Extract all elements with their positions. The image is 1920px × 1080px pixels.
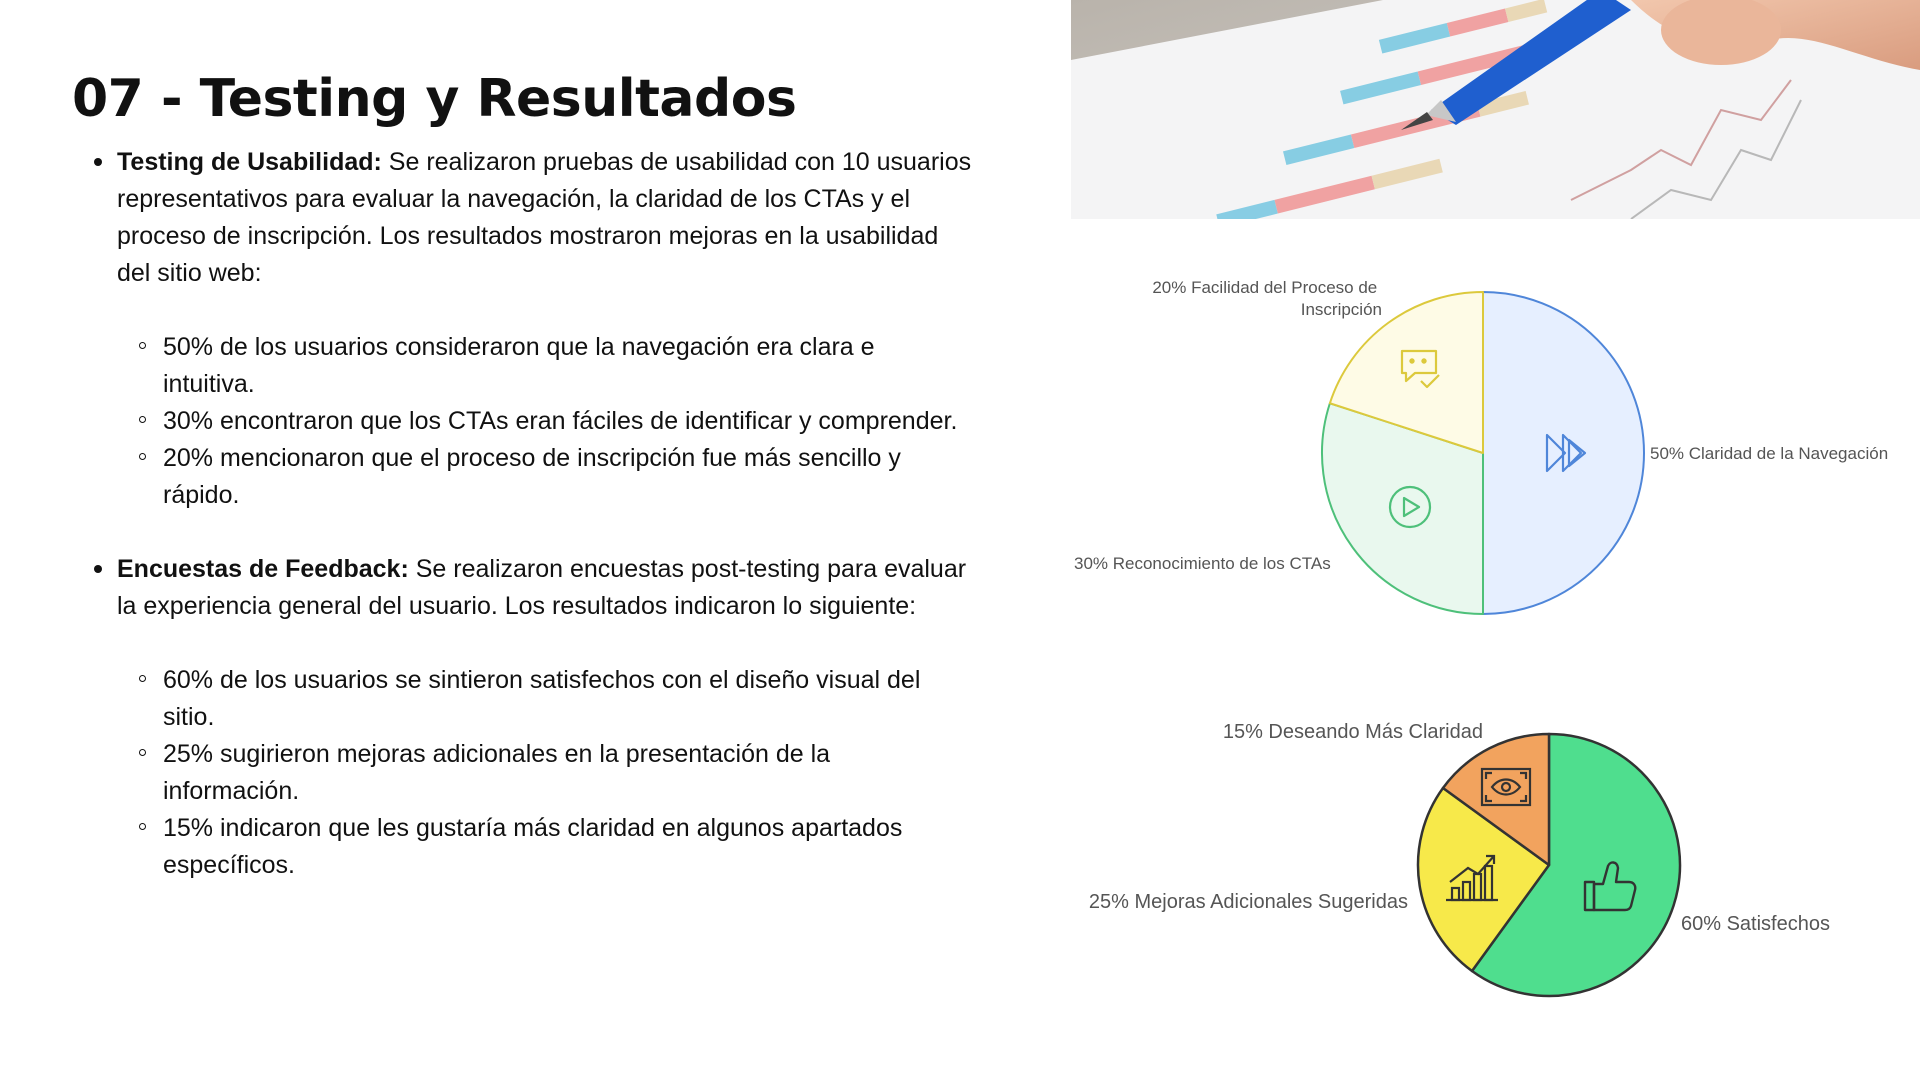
pie-chart-1-svg <box>1060 260 1920 660</box>
section-text: Se realizaron pruebas de usabilidad con 10 usuarios representativos para evaluar la navegación, la claridad de los CTAs y el proceso de inscripción. Los resultados mostraron mejoras en la usabilidad del sitio web: <box>117 147 972 287</box>
section-usability-testing <box>72 144 972 514</box>
list-item <box>117 810 972 884</box>
navigation-results-chart <box>1060 260 1920 665</box>
slice-label-ctas: 30% Reconocimiento de los CTAs <box>1074 554 1331 573</box>
list-item <box>117 662 972 736</box>
list-item-text: 30% encontraron que los CTAs eran fáciles de identificar y comprender. <box>163 406 958 435</box>
list-item-text: 60% de los usuarios se sintieron satisfechos con el diseño visual del sitio. <box>163 665 921 731</box>
list-item-text: 50% de los usuarios consideraron que la navegación era clara e intuitiva. <box>163 332 875 398</box>
bullet-dot <box>94 158 102 166</box>
result-list <box>117 662 972 884</box>
feedback-results-chart <box>1055 710 1915 1015</box>
list-item <box>117 736 972 810</box>
slice-label-inscription <box>1152 278 1382 319</box>
bullet-circle <box>139 749 146 756</box>
section-heading: Encuestas de Feedback: <box>117 554 409 583</box>
pie-2-slices <box>1418 734 1680 996</box>
section-list <box>72 144 972 884</box>
slice-label-improvements: 25% Mejoras Adicionales Sugeridas <box>1088 891 1408 913</box>
list-item <box>117 440 972 514</box>
content-column <box>72 70 972 921</box>
section-heading: Testing de Usabilidad: <box>117 147 382 176</box>
pie-chart-2-svg <box>1055 710 1915 1010</box>
bullet-dot <box>94 565 102 573</box>
list-item-text: 15% indicaron que les gustaría más claridad en algunos apartados específicos. <box>163 813 903 879</box>
chart-photo-image <box>1071 0 1920 219</box>
bullet-circle <box>139 342 146 349</box>
list-item-text: 25% sugirieron mejoras adicionales en la presentación de la información. <box>163 739 831 805</box>
slice-label-satisfied: 60% Satisfechos <box>1681 913 1830 935</box>
pie-1-slices <box>1322 292 1644 614</box>
list-item <box>117 403 972 440</box>
bullet-circle <box>139 675 146 682</box>
bullet-circle <box>139 823 146 830</box>
bullet-circle <box>139 453 146 460</box>
section-text: Se realizaron encuestas post-testing para evaluar la experiencia general del usuario. Los resultados indicaron lo siguiente: <box>117 554 967 620</box>
result-list <box>117 329 972 514</box>
page-title: 07 - Testing y Resultados <box>72 69 797 129</box>
photo-illustration <box>1071 0 1920 219</box>
bullet-circle <box>139 416 146 423</box>
section-feedback-surveys <box>72 551 972 884</box>
list-item <box>117 329 972 403</box>
slice-label-inscription-line1: 20% Facilidad del Proceso de <box>1152 278 1378 297</box>
slice-label-clarity: 15% Deseando Más Claridad <box>1222 721 1483 743</box>
slice-label-navigation: 50% Claridad de la Navegación <box>1650 444 1889 463</box>
list-item-text: 20% mencionaron que el proceso de inscripción fue más sencillo y rápido. <box>163 443 901 509</box>
slice-label-inscription-line2: Inscripción <box>1300 300 1382 319</box>
